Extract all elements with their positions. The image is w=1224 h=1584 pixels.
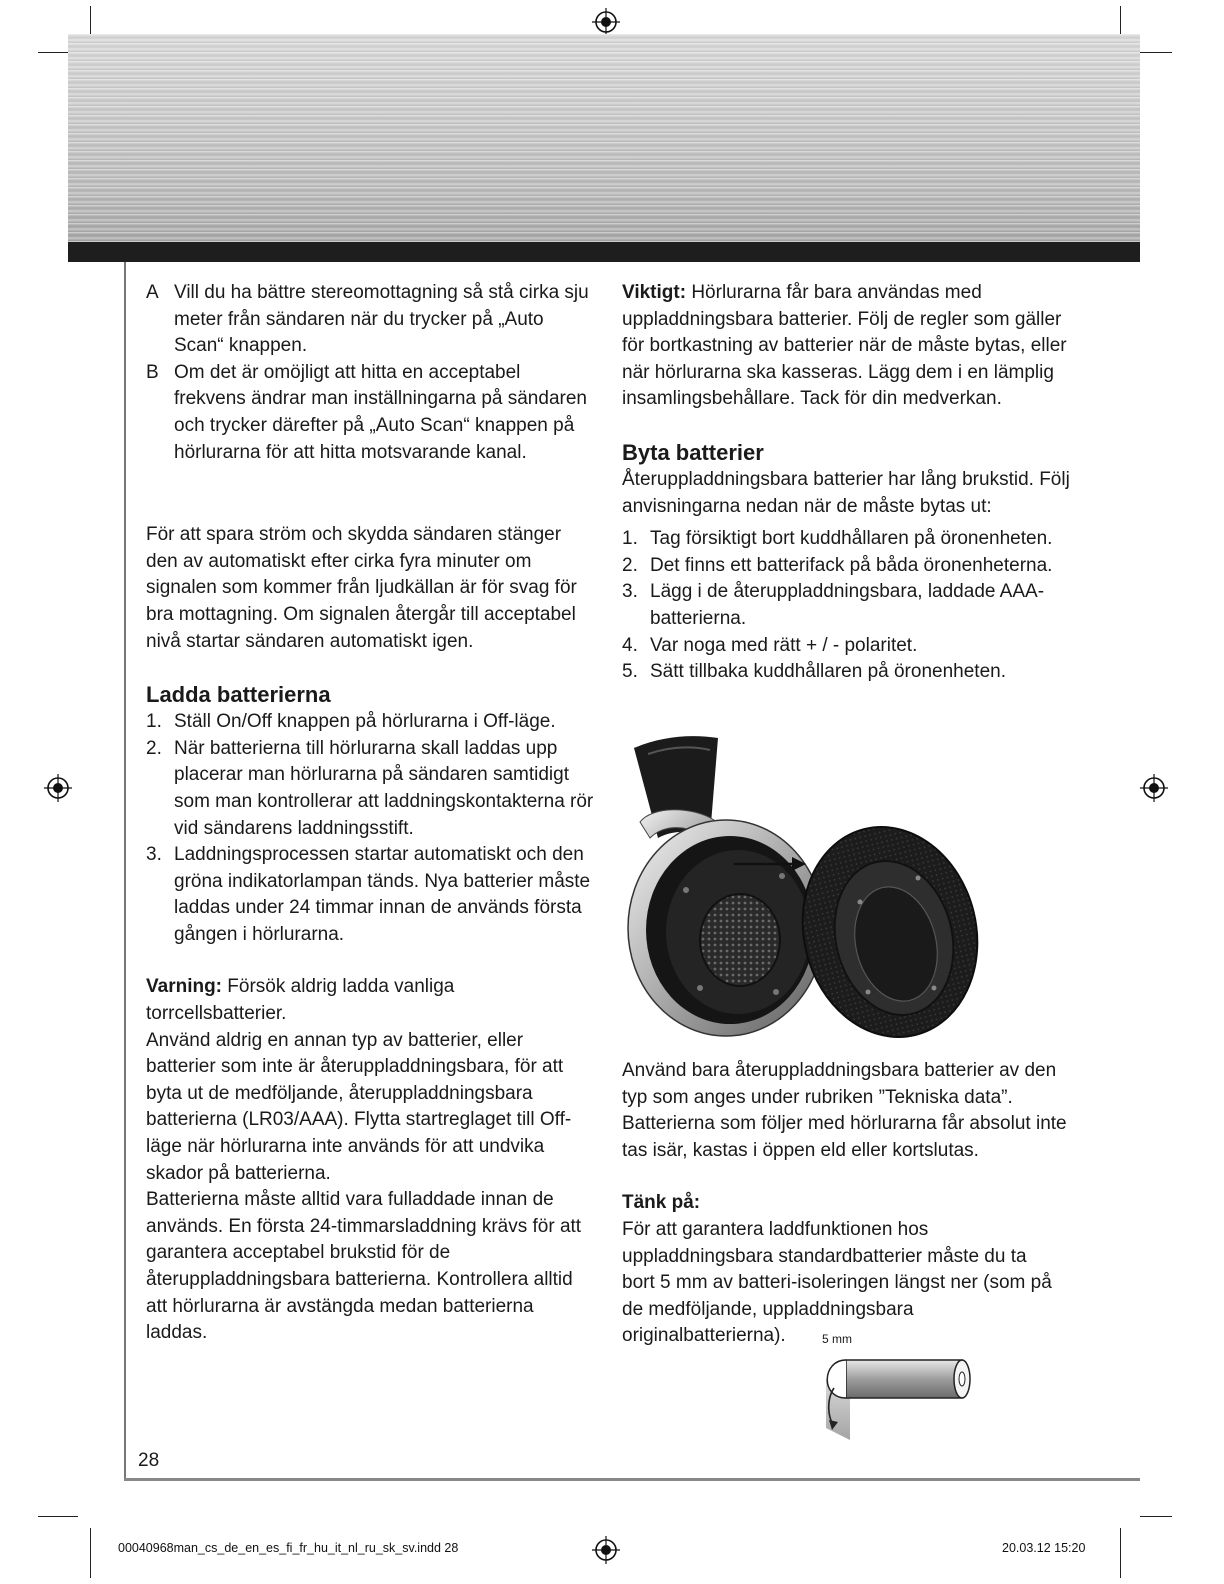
list-item (146, 736, 594, 842)
note-text: För att garantera laddfunktionen hos uppladdningsbara standardbatterier måste du ta bort 5 mm av batteri-isoleringen längst ner (som på de medföljande, uppladdningsbara originalbatterierna). (622, 1218, 1052, 1347)
battery-diagram-illustration (812, 1348, 978, 1440)
auto-off-paragraph: För att spara ström och skydda sändaren stänger den av automatiskt efter cirka fyra minuter om signalen som kommer från ljudkällan är för svag för bra mottagning. Om signalen återgår till acceptabel nivå startar sändaren automatiskt igen. (146, 524, 577, 652)
registration-mark-icon (1140, 774, 1168, 802)
list-text: Om det är omöjligt att hitta en acceptabel frekvens ändrar man inställningarna på sändaren och trycker därefter på „Auto Scan“ knappen på hörlurarna för att hitta motsvarande kanal. (174, 361, 587, 463)
replace-intro: Återuppladdningsbara batterier har lång brukstid. Följ anvisningarna nedan när de måste bytas ut: (622, 468, 1070, 517)
important-label: Viktigt: (622, 282, 687, 303)
list-number: 2. (622, 554, 638, 576)
list-number: 1. (622, 528, 638, 550)
list-item (146, 280, 594, 360)
crop-mark (1140, 1516, 1172, 1517)
note-label: Tänk på: (622, 1192, 701, 1214)
battery-use-paragraph: Använd bara återuppladdningsbara batterier av den typ som anges under rubriken ”Tekniska data”. Batterierna som följer med hörlurarna får absolut inte tas isär, kastas i öppen eld eller kortslutas. (622, 1060, 1067, 1161)
list-text: Vill du ha bättre stereomottagning så stå cirka sju meter från sändaren när du trycker på „Auto Scan“ knappen. (174, 282, 589, 357)
list-item (622, 659, 1072, 686)
list-number: 3. (622, 581, 638, 603)
list-number: 2. (146, 737, 162, 759)
list-marker: B (146, 361, 159, 383)
warning-paragraph (146, 974, 594, 1027)
list-marker: A (146, 282, 159, 303)
warning-text: Försök aldrig ladda vanliga torrcellsbatterier. (146, 976, 455, 1025)
crop-mark (1140, 52, 1172, 53)
section-heading: Byta batterier (622, 439, 764, 465)
important-text: Hörlurarna får bara användas med uppladdningsbara batterier. Följ de regler som gäller för bortkastning av batterier när de måste bytas, eller när hörlurarna ska kasseras. Lägg dem i en lämplig insamlingsbehållare. Tack för din medverkan. (622, 282, 1067, 410)
list-text: Sätt tillbaka kuddhållaren på öronenheten. (650, 661, 1006, 683)
warning-paragraph-3: Batterierna måste alltid vara fulladdade innan de används. En första 24-timmarsladdning krävs för att garantera acceptabel brukstid för de återuppladdningsbara batterierna. Kontrollera alltid att hörlurarna är avstängda medan batterierna laddas. (146, 1189, 582, 1344)
registration-mark-icon (592, 8, 620, 36)
important-paragraph (622, 280, 1072, 413)
list-number: 5. (622, 661, 638, 683)
list-text: Var noga med rätt + / - polaritet. (650, 634, 918, 656)
list-item (622, 633, 1072, 660)
left-column (146, 280, 594, 1347)
right-column-lower (622, 1058, 1072, 1350)
right-column (622, 280, 1072, 686)
list-text: Laddningsprocessen startar automatiskt och den gröna indikatorlampan tänds. Nya batterier måste laddas under 24 timmar innan de används första gången i hörlurarna. (174, 844, 591, 945)
list-text: När batterierna till hörlurarna skall laddas upp placerar man hörlurarna på sändaren samtidigt som man kontrollerar att laddningskontakterna rör vid sändarens laddningsstift. (174, 737, 594, 839)
page-number: 28 (138, 1450, 160, 1471)
headphone-earcup-illustration (622, 726, 1072, 1052)
list-number: 1. (146, 711, 162, 733)
list-number: 4. (622, 634, 638, 656)
header-bar (68, 242, 1140, 262)
warning-label: Varning: (146, 976, 223, 998)
warning-paragraph-2: Använd aldrig en annan typ av batterier, eller batterier som inte är återuppladdningsbara, för att byta ut de medföljande, återuppladdningsbara batterierna (LR03/AAA). Flytta startreglaget till Off-läge när hörlurarna inte används för att undvika skador på batterierna. (146, 1029, 572, 1184)
footer-file-name: 00040968man_cs_de_en_es_fi_fr_hu_it_nl_ru_sk_sv.indd 28 (118, 1541, 459, 1555)
crop-mark (38, 1516, 78, 1517)
crop-mark (90, 1528, 91, 1578)
footer-date: 20.03.12 15:20 (1002, 1541, 1086, 1555)
registration-mark-icon (592, 1536, 620, 1564)
battery-diagram-label: 5 mm (822, 1332, 852, 1346)
list-item (622, 553, 1072, 580)
list-text: Tag försiktigt bort kuddhållaren på öronenheten. (650, 528, 1053, 550)
list-item (146, 709, 594, 736)
list-item (146, 360, 594, 466)
bottom-rule (124, 1478, 1140, 1481)
list-text: Ställ On/Off knappen på hörlurarna i Off-läge. (174, 711, 556, 733)
list-item (622, 579, 1072, 632)
registration-mark-icon (44, 774, 72, 802)
list-number: 3. (146, 844, 162, 866)
list-text: Det finns ett batterifack på båda öronenheterna. (650, 554, 1053, 576)
crop-mark (1120, 1528, 1121, 1578)
section-heading: Ladda batterierna (146, 682, 331, 708)
list-item (146, 842, 594, 948)
header-banner (68, 34, 1140, 242)
list-item (622, 526, 1072, 553)
left-margin-rule (124, 262, 126, 1480)
list-text: Lägg i de återuppladdningsbara, laddade AAA-batterierna. (650, 581, 1045, 629)
